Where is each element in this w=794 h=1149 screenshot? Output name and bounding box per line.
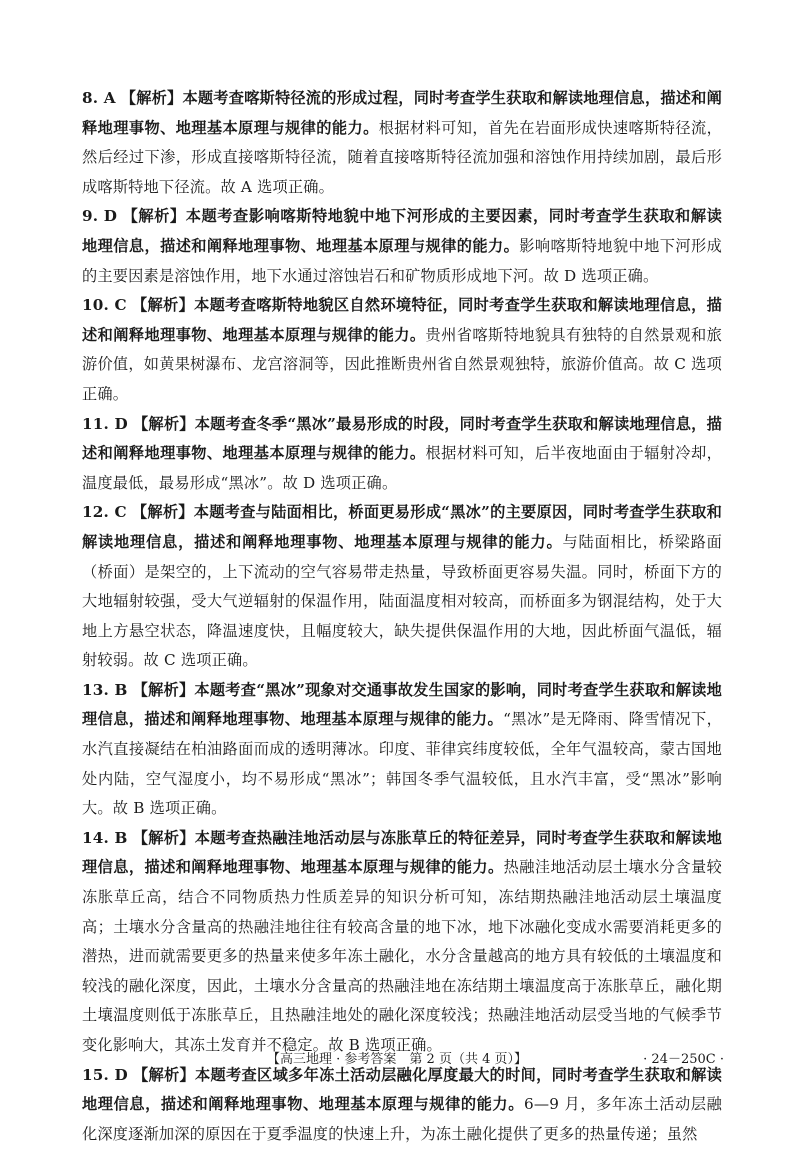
item-analysis-body: 6—9 月，多年冻土活动层融化深度逐渐加深的原因在于夏季温度的快速上升，为冻土融化提供了更多的热量传递；虽然 [82, 1095, 722, 1143]
item-number: 13. B [82, 680, 128, 699]
answer-item-8 [82, 84, 722, 202]
answer-item-12 [82, 498, 722, 676]
item-number: 14. B [82, 828, 128, 847]
item-analysis-body: “黑冰”是无降雨、降雪情况下，水汽直接凝结在柏油路面而成的透明薄冰。印度、菲律宾纬度较低，全年气温较高，蒙古国地处内陆，空气湿度小，均不易形成“黑冰”；韩国冬季气温较低，且水汽丰富，受“黑冰”影响大。故 B 选项正确。 [82, 710, 722, 818]
item-number: 9. D [82, 207, 118, 226]
item-number: 12. C [82, 503, 127, 522]
item-analysis-head: 【解析】本题考查区域多年冻土活动层融化厚度最大的时间，同时考查学生获取和解读地理信息，描述和阐释地理事物、地理基本原理与规律的能力。 [82, 1065, 723, 1114]
item-analysis-head: 【解析】本题考查影响喀斯特地貌中地下河形成的主要因素，同时考查学生获取和解读地理信息，描述和阐释地理事物、地理基本原理与规律的能力。 [82, 207, 722, 255]
item-analysis-head: 【解析】本题考查喀斯特地貌区自然环境特征，同时考查学生获取和解读地理信息，描述和阐释地理事物、地理基本原理与规律的能力。 [82, 296, 722, 344]
page-footer [0, 1048, 794, 1072]
answer-item-14 [82, 824, 722, 1061]
item-analysis-body: 与陆面相比，桥梁路面（桥面）是架空的，上下流动的空气容易带走热量，导致桥面更容易失温。同时，桥面下方的大地辐射较强，受大气逆辐射的保温作用，陆面温度相对较高，而桥面多为钢混结构，处于大地上方悬空状态，降温速度快，且幅度较大，缺失提供保温作用的大地，因此桥面气温低，辐射较弱。故 C 选项正确。 [82, 532, 723, 670]
answer-item-9 [82, 202, 722, 291]
item-number: 8. A [82, 89, 116, 107]
item-number: 10. C [82, 296, 127, 315]
item-analysis-body: 热融洼地活动层土壤水分含量较冻胀草丘高，结合不同物质热力性质差异的知识分析可知，冻结期热融洼地活动层土壤温度高；土壤水分含量高的热融洼地往往有较高含量的地下冰，地下冰融化变成水需要消耗更多的潜热，进而就需要更多的热量来使多年冻土融化，水分含量越高的地方具有较低的土壤温度和较浅的融化深度，因此，土壤水分含量高的热融洼地在冻结期土壤温度高于冻胀草丘，融化期土壤温度则低于冻胀草丘，且热融洼地处的融化深度较浅；热融洼地活动层受当地的气候季节变化影响大，其冻土发育并不稳定。故 B 选项正确。 [82, 858, 722, 1054]
footer-exam-code: · 24－250C · [643, 1052, 724, 1067]
answer-item-13 [82, 676, 722, 824]
item-analysis-head: 【解析】本题考查热融洼地活动层与冻胀草丘的特征差异，同时考查学生获取和解读地理信息，描述和阐释地理事物、地理基本原理与规律的能力。 [82, 828, 722, 877]
item-analysis-body: 贵州省喀斯特地貌具有独特的自然景观和旅游价值，如黄果树瀑布、龙宫溶洞等，因此推断贵州省自然景观独特，旅游价值高。故 C 选项正确。 [82, 325, 722, 403]
item-number: 15. D [82, 1065, 128, 1084]
answer-list [82, 84, 722, 1149]
item-analysis-head: 【解析】本题考查喀斯特径流的形成过程，同时考查学生获取和解读地理信息，描述和阐释地理事物、地理基本原理与规律的能力。 [82, 89, 722, 137]
footer-page-label: 【高三地理 · 参考答案 第 2 页（共 4 页）】 [267, 1052, 527, 1067]
item-analysis-head: 【解析】本题考查冬季“黑冰”最易形成的时段，同时考查学生获取和解读地理信息，描述和阐释地理事物、地理基本原理与规律的能力。 [82, 414, 722, 463]
item-analysis-head: 【解析】本题考查“黑冰”现象对交通事故发生国家的影响，同时考查学生获取和解读地理信息，描述和阐释地理事物、地理基本原理与规律的能力。 [82, 680, 722, 729]
answer-item-15 [82, 1061, 722, 1149]
item-analysis-body: 根据材料可知，首先在岩面形成快速喀斯特径流，然后经过下渗，形成直接喀斯特径流，随着直接喀斯特径流加强和溶蚀作用持续加剧，最后形成喀斯特地下径流。故 A 选项正确。 [82, 118, 722, 196]
item-analysis-head: 【解析】本题考查与陆面相比，桥面更易形成“黑冰”的主要原因，同时考查学生获取和解读地理信息，描述和阐释地理事物、地理基本原理与规律的能力。 [82, 503, 722, 551]
answer-item-10 [82, 291, 722, 409]
item-analysis-body: 根据材料可知，后半夜地面由于辐射冷却，温度最低，最易形成“黑冰”。故 D 选项正确。 [82, 444, 722, 492]
item-analysis-body: 影响喀斯特地貌中地下河形成的主要因素是溶蚀作用，地下水通过溶蚀岩石和矿物质形成地下河。故 D 选项正确。 [82, 236, 722, 285]
answer-item-11 [82, 410, 722, 499]
item-number: 11. D [82, 414, 128, 433]
